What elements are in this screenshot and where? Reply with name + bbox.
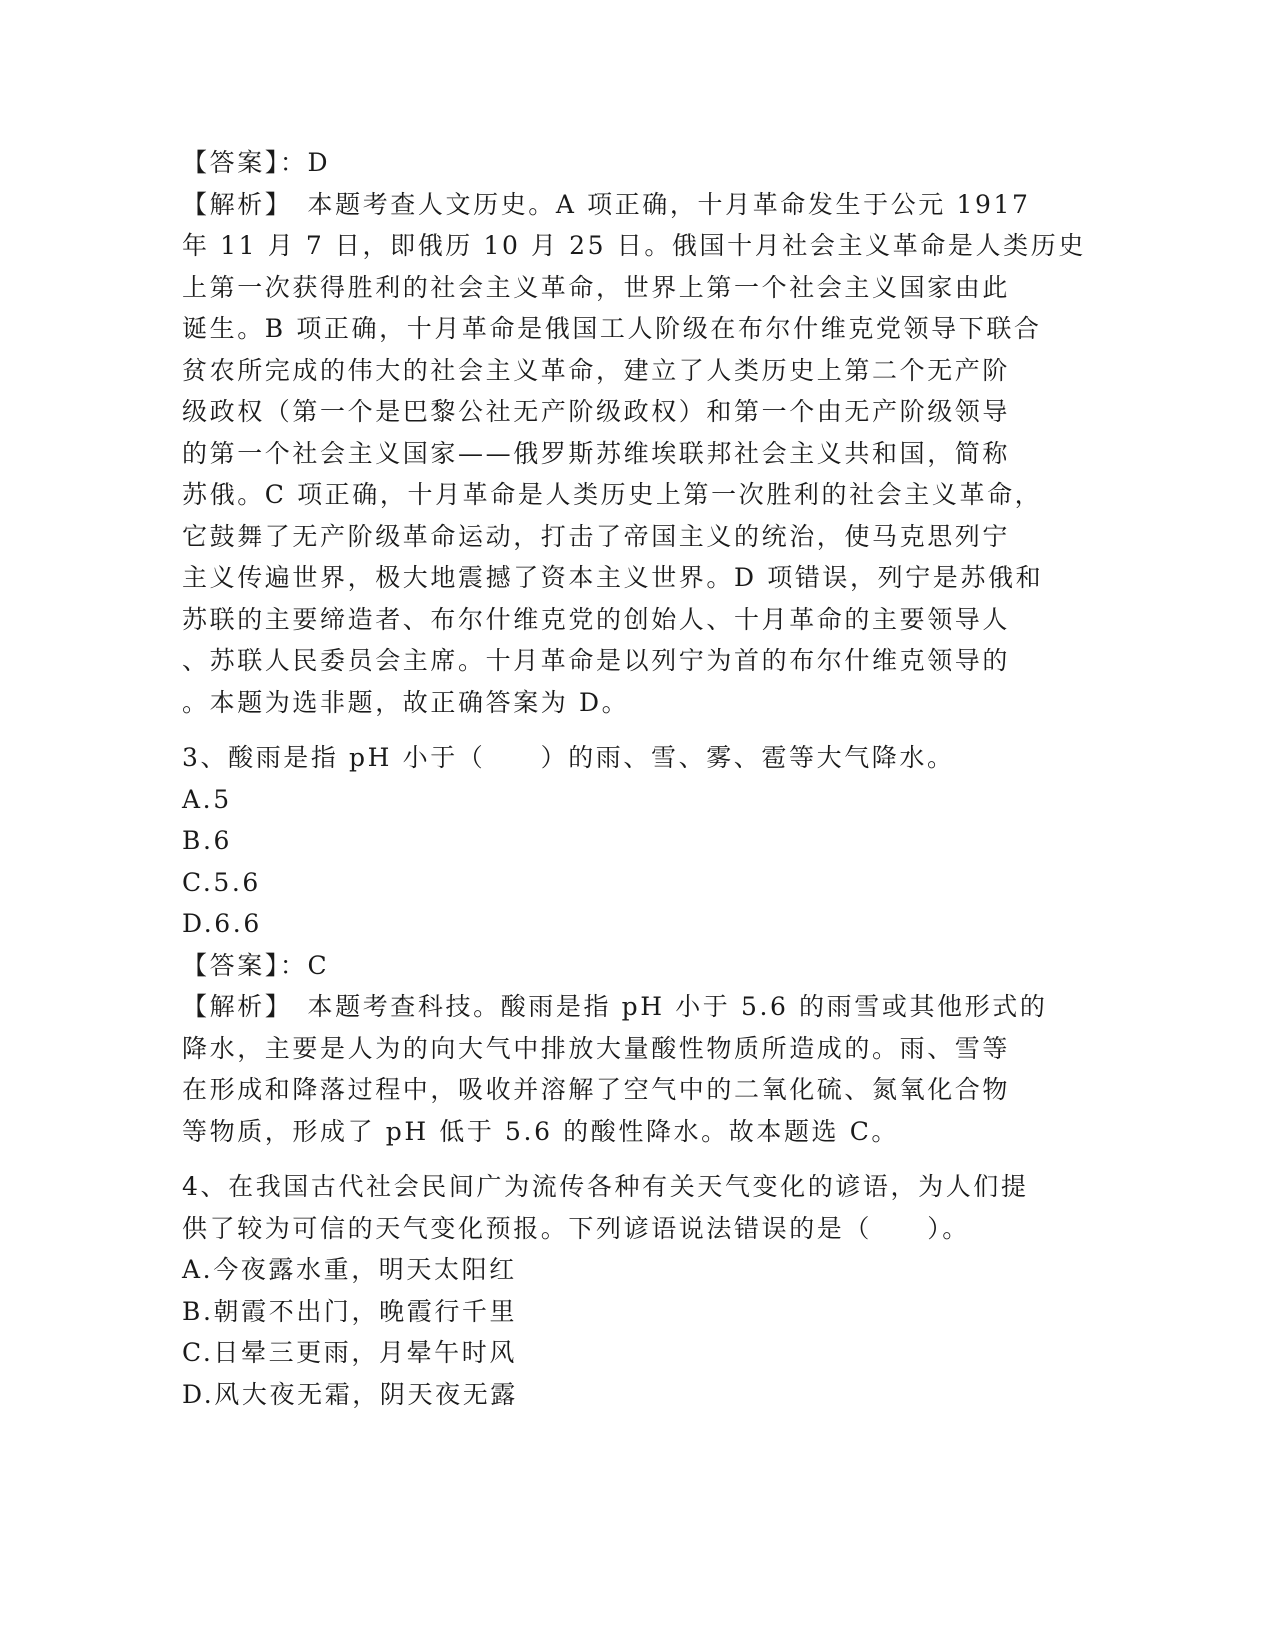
option-d: D.6.6 — [182, 909, 262, 938]
question-3-options — [182, 779, 1062, 945]
analysis-line: 主义传遍世界，极大地震撼了资本主义世界。D 项错误，列宁是苏俄和 — [182, 563, 1044, 592]
analysis-line: 【解析】 本题考查人文历史。A 项正确，十月革命发生于公元 1917 — [182, 189, 1031, 219]
analysis-line: 苏俄。C 项正确，十月革命是人类历史上第一次胜利的社会主义革命， — [182, 480, 1043, 509]
analysis-line: 【解析】 本题考查科技。酸雨是指 pH 小于 5.6 的雨雪或其他形式的 — [182, 992, 1048, 1021]
question-3: 3、酸雨是指 pH 小于（ ）的雨、雪、雾、雹等大气降水。 — [182, 743, 955, 772]
analysis-line: 、苏联人民委员会主席。十月革命是以列宁为首的布尔什维克领导的 — [182, 646, 1011, 675]
answer-line: 【答案】：D — [182, 148, 331, 177]
option-a: A.5 — [182, 784, 232, 814]
option-c: C.日晕三更雨，月晕午时风 — [182, 1338, 517, 1367]
question-line: 供了较为可信的天气变化预报。下列谚语说法错误的是（ ）。 — [182, 1213, 970, 1243]
question-4-options — [182, 1249, 1062, 1415]
option-b: B.朝霞不出门，晚霞行千里 — [182, 1296, 518, 1326]
option-d: D.风大夜无霜，阴天夜无露 — [182, 1379, 518, 1409]
answer-line: 【答案】：C — [182, 950, 330, 980]
document-page — [182, 142, 1086, 1415]
analysis-line: 上第一次获得胜利的社会主义革命，世界上第一个社会主义国家由此 — [182, 272, 1011, 302]
analysis-line: 贫农所完成的伟大的社会主义革命，建立了人类历史上第二个无产阶 — [182, 355, 1011, 385]
analysis-line: 等物质，形成了 pH 低于 5.6 的酸性降水。故本题选 C。 — [182, 1116, 900, 1146]
option-b: B.6 — [182, 826, 233, 855]
analysis-line: 苏联的主要缔造者、布尔什维克党的创始人、十月革命的主要领导人 — [182, 604, 1011, 634]
analysis-line: 它鼓舞了无产阶级革命运动，打击了帝国主义的统治，使马克思列宁 — [182, 521, 1011, 551]
analysis-paragraph — [182, 184, 1086, 724]
analysis-line: 在形成和降落过程中，吸收并溶解了空气中的二氧化硫、氮氧化合物 — [182, 1075, 1011, 1104]
option-c: C.5.6 — [182, 867, 261, 897]
analysis-paragraph — [182, 986, 1062, 1152]
analysis-line: 年 11 月 7 日，即俄历 10 月 25 日。俄国十月社会主义革命是人类历史 — [182, 231, 1086, 260]
analysis-line: 。本题为选非题，故正确答案为 D。 — [182, 687, 630, 717]
analysis-line: 降水，主要是人为的向大气中排放大量酸性物质所造成的。雨、雪等 — [182, 1033, 1011, 1063]
analysis-line: 级政权（第一个是巴黎公社无产阶级政权）和第一个由无产阶级领导 — [182, 397, 1011, 426]
analysis-line: 诞生。B 项正确，十月革命是俄国工人阶级在布尔什维克党领导下联合 — [182, 314, 1042, 343]
option-a: A.今夜露水重，明天太阳红 — [182, 1255, 517, 1284]
question-line: 4、在我国古代社会民间广为流传各种有关天气变化的谚语，为人们提 — [182, 1172, 1029, 1201]
analysis-line: 的第一个社会主义国家——俄罗斯苏维埃联邦社会主义共和国，简称 — [182, 438, 1011, 468]
question-4 — [182, 1166, 1062, 1249]
